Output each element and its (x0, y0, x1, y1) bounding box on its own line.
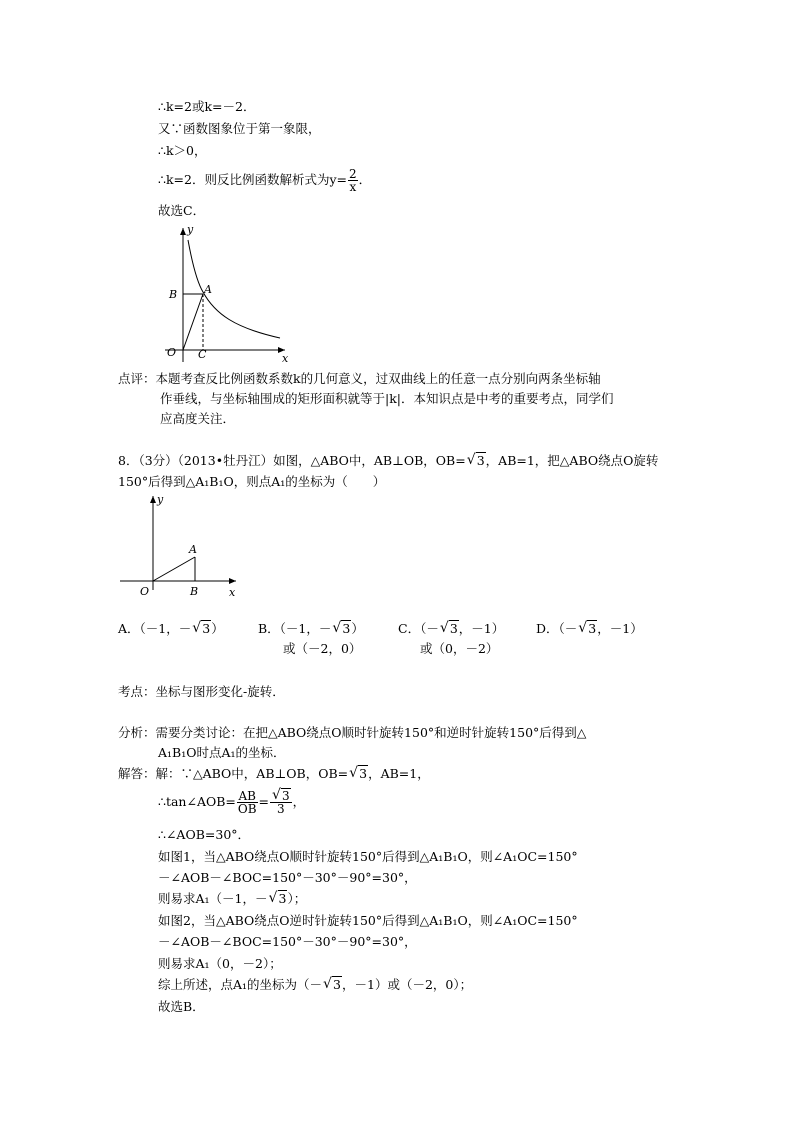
fraction: $\frac{2}{x}$ (349, 167, 357, 194)
answer-line: －∠AOB－∠BOC=150°－30°－90°=30°， (158, 870, 417, 885)
answer-line: 则易求A₁（－1，－√ 3）； (158, 890, 306, 908)
point-label-b: B (169, 288, 178, 301)
option-c-line2: 或（0，－2） (420, 641, 499, 656)
sqrt: √ 3 (467, 452, 486, 470)
comment-line: 应高度关注． (160, 411, 236, 426)
hyperbola-curve (188, 240, 280, 338)
point-label-c: C (198, 348, 207, 361)
axis-label-y: y (157, 493, 164, 506)
kaodian-line: 考点：坐标与图形变化-旋转． (118, 684, 285, 699)
answer-line: －∠AOB－∠BOC=150°－30°－90°=30°， (158, 934, 417, 949)
axis-label-x: x (282, 352, 289, 365)
analysis-line: 分析：需要分类讨论：在把△ABO绕点O顺时针旋转150°和逆时针旋转150°后得到△ (118, 725, 587, 740)
answer-line: 故选B． (158, 999, 205, 1014)
answer-line: 如图1，当△ABO绕点O顺时针旋转150°后得到△A₁B₁O，则∠A₁OC=150° (158, 849, 578, 864)
answer-line: 则易求A₁（0，－2）； (158, 956, 282, 971)
point-label-a: A (189, 543, 197, 556)
answer-line-formula: ∴tan∠AOB= $\frac{AB}{OB}$ = √ $\frac{3}{3}$ ， (158, 790, 305, 815)
option-d: D．（－√ 3，－1） (536, 620, 643, 638)
solution-line: 又∵函数图象位于第一象限， (158, 121, 321, 136)
axis-label-y: y (187, 223, 194, 236)
analysis-line: A₁B₁O时点A₁的坐标． (158, 745, 286, 760)
point-label-o: O (167, 346, 177, 359)
answer-line: 解答：解：∵△ABO中，AB⊥OB，OB=√ 3，AB=1， (118, 765, 430, 783)
solution-line: 故选C． (158, 203, 206, 218)
solution-line-formula: ∴k=2．则反比例函数解析式为y= $\frac{2}{x}$ ． (158, 167, 372, 194)
option-a: A．（－1，－√ 3） (118, 620, 224, 638)
option-b-line2: 或（－2，0） (283, 641, 362, 656)
answer-line: ∴∠AOB=30°． (158, 827, 251, 842)
option-b: B．（－1，－√ 3） (258, 620, 364, 638)
question-line: 150°后得到△A₁B₁O，则点A₁的坐标为（ ） (118, 474, 386, 489)
comment-line: 点评：本题考查反比例函数系数k的几何意义，过双曲线上的任意一点分别向两条坐标轴 (118, 371, 601, 386)
graph-hyperbola (150, 222, 300, 367)
graph-triangle (118, 490, 258, 605)
point-label-a: A (204, 283, 212, 296)
axis-label-x: x (229, 586, 236, 599)
solution-line: ∴k=2或k=－2． (158, 99, 256, 114)
comment-line: 作垂线，与坐标轴围成的矩形面积就等于|k|．本知识点是中考的重要考点，同学们 (160, 391, 614, 406)
answer-line: 如图2，当△ABO绕点O逆时针旋转150°后得到△A₁B₁O，则∠A₁OC=150° (158, 913, 578, 928)
point-label-o: O (140, 585, 150, 598)
solution-line: ∴k＞0， (158, 143, 207, 158)
point-label-b: B (190, 585, 199, 598)
question-line: 8．（3分）（2013•牡丹江）如图，△ABO中，AB⊥OB，OB=√ 3，AB=1，把△ABO绕点O旋转 (118, 452, 658, 470)
answer-line: 综上所述，点A₁的坐标为（－√ 3，－1）或（－2，0）； (158, 976, 472, 994)
option-c: C．（－√ 3，－1） (398, 620, 504, 638)
